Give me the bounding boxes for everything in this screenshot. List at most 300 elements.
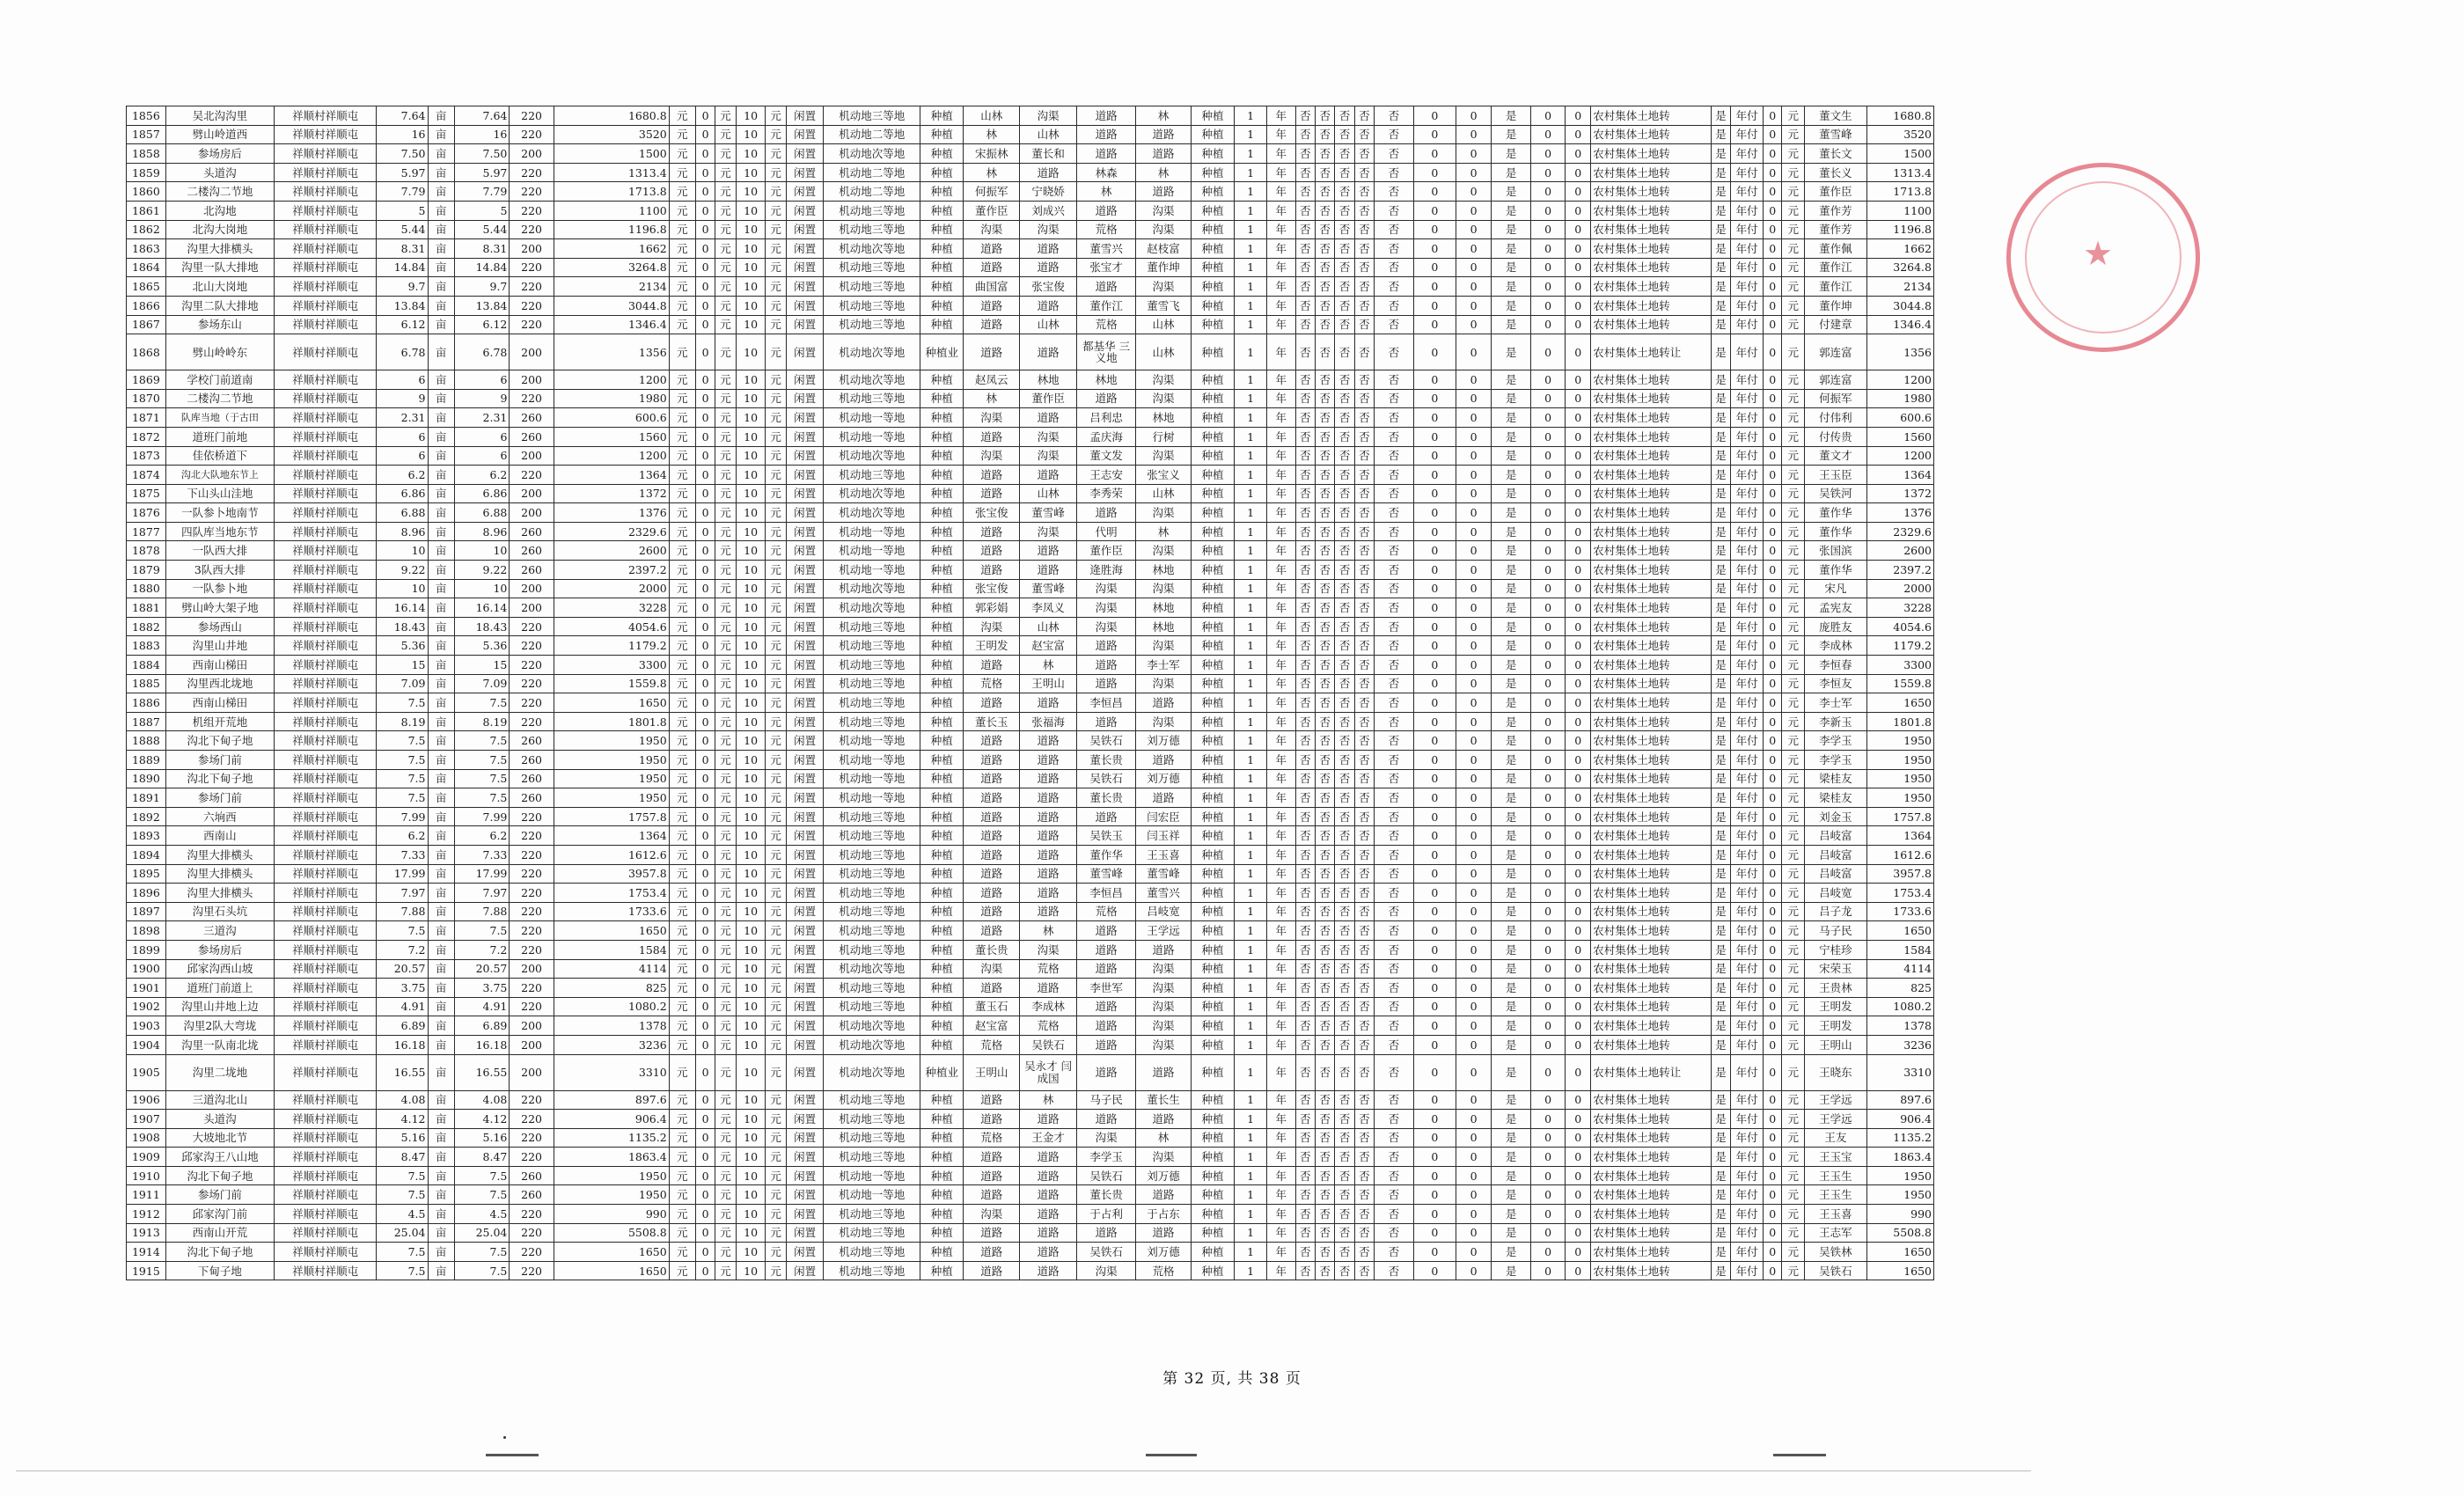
table-cell: 元 xyxy=(715,656,737,675)
table-cell: 0 xyxy=(1764,826,1782,846)
table-cell: 机动地三等地 xyxy=(824,674,920,693)
table-cell: 0 xyxy=(695,1035,715,1054)
table-cell: 3310 xyxy=(554,1054,669,1090)
table-cell: 220 xyxy=(510,315,554,334)
table-cell: 1 xyxy=(1235,220,1267,239)
table-cell: 否 xyxy=(1295,296,1315,315)
table-cell: 闲置 xyxy=(786,144,824,164)
table-cell: 0 xyxy=(1530,106,1565,126)
table-cell: 260 xyxy=(510,769,554,788)
table-cell: 元 xyxy=(766,636,787,656)
table-cell: 1 xyxy=(1235,636,1267,656)
table-cell: 1662 xyxy=(554,239,669,259)
table-cell: 梁桂友 xyxy=(1805,788,1867,808)
table-cell: 0 xyxy=(1566,959,1591,979)
table-cell: 二楼沟二节地 xyxy=(165,389,274,408)
table-cell: 元 xyxy=(669,845,695,864)
table-cell: 7.5 xyxy=(454,769,510,788)
table-cell: 否 xyxy=(1295,959,1315,979)
table-cell: 种植 xyxy=(1191,296,1234,315)
table-cell: 0 xyxy=(1566,389,1591,408)
table-cell: 元 xyxy=(1782,144,1805,164)
table-cell: 否 xyxy=(1315,163,1334,182)
table-row xyxy=(127,636,1934,656)
table-cell: 否 xyxy=(1375,959,1414,979)
table-cell: 否 xyxy=(1315,979,1334,998)
table-cell: 祥顺村祥顺屯 xyxy=(274,656,376,675)
table-cell: 6.86 xyxy=(377,484,428,503)
table-cell: 1 xyxy=(1235,408,1267,428)
table-cell: 是 xyxy=(1492,902,1531,921)
table-cell: 农村集体土地转 xyxy=(1591,277,1712,297)
table-cell: 否 xyxy=(1375,182,1414,202)
table-cell: 荒格 xyxy=(964,1035,1020,1054)
table-cell: 道路 xyxy=(1136,788,1192,808)
table-cell: 元 xyxy=(715,220,737,239)
table-row xyxy=(127,446,1934,466)
table-cell: 0 xyxy=(1530,125,1565,144)
table-cell: 种植 xyxy=(920,845,964,864)
table-cell: 机动地三等地 xyxy=(824,466,920,485)
table-cell: 元 xyxy=(766,296,787,315)
table-cell: 年付 xyxy=(1731,370,1764,390)
table-cell: 元 xyxy=(715,408,737,428)
table-cell: 北沟大岗地 xyxy=(165,220,274,239)
table-cell: 否 xyxy=(1335,466,1354,485)
table-cell: 机动地次等地 xyxy=(824,446,920,466)
table-cell: 吕利忠 xyxy=(1077,408,1136,428)
table-cell: 沟里大排横头 xyxy=(165,845,274,864)
table-cell: 0 xyxy=(1530,277,1565,297)
table-cell: 元 xyxy=(669,125,695,144)
table-cell: 1346.4 xyxy=(1866,315,1933,334)
table-cell: 0 xyxy=(695,979,715,998)
table-cell: 元 xyxy=(715,674,737,693)
table-cell: 元 xyxy=(1782,579,1805,598)
table-cell: 道路 xyxy=(1020,1110,1077,1129)
table-cell: 于占东 xyxy=(1136,1205,1192,1224)
table-cell: 5.36 xyxy=(454,636,510,656)
table-cell: 吕岐宽 xyxy=(1136,902,1192,921)
table-cell: 王玉宝 xyxy=(1805,1148,1867,1167)
table-cell: 元 xyxy=(766,1110,787,1129)
table-cell: 0 xyxy=(1413,277,1456,297)
table-cell: 机动地三等地 xyxy=(824,1243,920,1262)
table-cell: 1874 xyxy=(127,466,166,485)
table-cell: 0 xyxy=(1764,106,1782,126)
table-cell: 农村集体土地转让 xyxy=(1591,334,1712,370)
table-cell: 元 xyxy=(669,106,695,126)
table-cell: 祥顺村祥顺屯 xyxy=(274,561,376,580)
table-cell: 0 xyxy=(1530,1223,1565,1243)
table-cell: 0 xyxy=(1456,163,1491,182)
table-cell: 1733.6 xyxy=(554,902,669,921)
table-cell: 4.08 xyxy=(454,1090,510,1110)
table-cell: 年付 xyxy=(1731,1035,1764,1054)
table-cell: 董雪峰 xyxy=(1805,125,1867,144)
table-cell: 10 xyxy=(736,541,766,561)
table-cell: 否 xyxy=(1375,466,1414,485)
table-cell: 0 xyxy=(695,446,715,466)
table-cell: 220 xyxy=(510,636,554,656)
table-cell: 否 xyxy=(1375,1261,1414,1280)
table-cell: 6 xyxy=(377,446,428,466)
table-cell: 0 xyxy=(1456,788,1491,808)
table-cell: 机动地三等地 xyxy=(824,921,920,941)
table-cell: 元 xyxy=(1782,1110,1805,1129)
table-cell: 200 xyxy=(510,370,554,390)
table-cell: 0 xyxy=(1413,693,1456,713)
table-cell: 200 xyxy=(510,503,554,523)
table-cell: 元 xyxy=(669,163,695,182)
table-cell: 0 xyxy=(1764,201,1782,220)
table-cell: 0 xyxy=(1530,579,1565,598)
table-cell: 1378 xyxy=(554,1016,669,1036)
table-row xyxy=(127,959,1934,979)
table-cell: 否 xyxy=(1295,258,1315,277)
table-cell: 李学玉 xyxy=(1805,731,1867,751)
table-cell: 种植 xyxy=(920,807,964,826)
table-cell: 否 xyxy=(1375,408,1414,428)
table-cell: 否 xyxy=(1335,427,1354,446)
table-cell: 赵宝富 xyxy=(964,1016,1020,1036)
table-cell: 年 xyxy=(1267,1110,1295,1129)
table-cell: 闲置 xyxy=(786,712,824,731)
table-cell: 1878 xyxy=(127,541,166,561)
table-cell: 否 xyxy=(1375,389,1414,408)
table-cell: 亩 xyxy=(428,788,454,808)
table-cell: 10 xyxy=(736,408,766,428)
official-seal-stamp xyxy=(2006,163,2200,352)
table-cell: 否 xyxy=(1295,997,1315,1016)
table-row xyxy=(127,1016,1934,1036)
table-cell: 否 xyxy=(1375,125,1414,144)
table-cell: 道路 xyxy=(964,1148,1020,1167)
table-cell: 260 xyxy=(510,427,554,446)
table-cell: 元 xyxy=(766,503,787,523)
table-cell: 0 xyxy=(1456,712,1491,731)
table-cell: 8.96 xyxy=(454,522,510,541)
table-cell: 5.36 xyxy=(377,636,428,656)
table-cell: 道路 xyxy=(964,1166,1020,1185)
table-cell: 220 xyxy=(510,258,554,277)
table-cell: 7.09 xyxy=(454,674,510,693)
table-cell: 3044.8 xyxy=(554,296,669,315)
table-cell: 10 xyxy=(736,674,766,693)
table-cell: 6 xyxy=(454,446,510,466)
table-cell: 王明发 xyxy=(1805,1016,1867,1036)
table-cell: 山林 xyxy=(1020,315,1077,334)
table-cell: 0 xyxy=(695,466,715,485)
table-cell: 付伟利 xyxy=(1805,408,1867,428)
table-cell: 0 xyxy=(1413,940,1456,959)
table-cell: 否 xyxy=(1335,1185,1354,1205)
table-cell: 元 xyxy=(669,522,695,541)
table-cell: 7.5 xyxy=(454,1185,510,1205)
table-cell: 1902 xyxy=(127,997,166,1016)
table-cell: 年 xyxy=(1267,674,1295,693)
table-cell: 年 xyxy=(1267,315,1295,334)
table-cell: 否 xyxy=(1354,258,1374,277)
table-cell: 0 xyxy=(1413,1243,1456,1262)
table-cell: 0 xyxy=(1566,788,1591,808)
table-cell: 4114 xyxy=(554,959,669,979)
table-cell: 否 xyxy=(1315,1185,1334,1205)
table-cell: 闲置 xyxy=(786,201,824,220)
table-cell: 元 xyxy=(766,541,787,561)
table-cell: 0 xyxy=(1566,979,1591,998)
table-cell: 道路 xyxy=(1136,182,1192,202)
table-cell: 0 xyxy=(1566,845,1591,864)
table-cell: 10 xyxy=(736,239,766,259)
table-cell: 0 xyxy=(1530,201,1565,220)
table-cell: 是 xyxy=(1492,106,1531,126)
table-cell: 否 xyxy=(1375,997,1414,1016)
table-cell: 0 xyxy=(1456,408,1491,428)
table-cell: 元 xyxy=(1782,979,1805,998)
table-cell: 董雪飞 xyxy=(1136,296,1192,315)
table-cell: 农村集体土地转 xyxy=(1591,769,1712,788)
table-cell: 906.4 xyxy=(1866,1110,1933,1129)
table-cell: 机动地次等地 xyxy=(824,598,920,618)
table-cell: 0 xyxy=(1764,807,1782,826)
table-cell: 一队西大排 xyxy=(165,541,274,561)
table-cell: 否 xyxy=(1375,484,1414,503)
table-cell: 1 xyxy=(1235,503,1267,523)
table-cell: 0 xyxy=(1530,1035,1565,1054)
table-cell: 否 xyxy=(1295,144,1315,164)
table-cell: 1889 xyxy=(127,751,166,770)
table-cell: 0 xyxy=(1530,826,1565,846)
table-cell: 0 xyxy=(695,484,715,503)
table-cell: 5508.8 xyxy=(1866,1223,1933,1243)
table-cell: 0 xyxy=(695,1205,715,1224)
table-cell: 农村集体土地转 xyxy=(1591,751,1712,770)
table-cell: 0 xyxy=(1456,315,1491,334)
table-cell: 亩 xyxy=(428,826,454,846)
table-cell: 张宝俊 xyxy=(1020,277,1077,297)
table-cell: 行树 xyxy=(1136,427,1192,446)
table-cell: 0 xyxy=(1456,693,1491,713)
table-cell: 年 xyxy=(1267,884,1295,903)
table-cell: 种植 xyxy=(920,258,964,277)
table-cell: 亩 xyxy=(428,427,454,446)
table-cell: 7.79 xyxy=(454,182,510,202)
table-cell: 否 xyxy=(1315,1223,1334,1243)
table-cell: 元 xyxy=(1782,541,1805,561)
table-cell: 否 xyxy=(1315,712,1334,731)
table-cell: 元 xyxy=(715,1205,737,1224)
table-cell: 付传贵 xyxy=(1805,427,1867,446)
table-cell: 否 xyxy=(1354,864,1374,884)
table-cell: 董作臣 xyxy=(1805,182,1867,202)
table-cell: 0 xyxy=(1566,239,1591,259)
table-cell: 否 xyxy=(1375,446,1414,466)
table-cell: 宁晓娇 xyxy=(1020,182,1077,202)
table-cell: 亩 xyxy=(428,201,454,220)
table-cell: 机动地三等地 xyxy=(824,1205,920,1224)
table-cell: 种植 xyxy=(920,693,964,713)
table-cell: 0 xyxy=(1530,959,1565,979)
table-cell: 李恒昌 xyxy=(1077,884,1136,903)
table-cell: 否 xyxy=(1375,769,1414,788)
table-cell: 否 xyxy=(1315,921,1334,941)
table-cell: 道路 xyxy=(964,921,1020,941)
table-cell: 0 xyxy=(1530,712,1565,731)
table-cell: 年付 xyxy=(1731,239,1764,259)
table-row xyxy=(127,239,1934,259)
table-cell: 元 xyxy=(766,864,787,884)
table-cell: 0 xyxy=(1456,201,1491,220)
table-cell: 是 xyxy=(1711,125,1730,144)
table-cell: 沟渠 xyxy=(1136,1035,1192,1054)
table-cell: 0 xyxy=(1456,1110,1491,1129)
table-cell: 元 xyxy=(766,1148,787,1167)
table-cell: 220 xyxy=(510,296,554,315)
table-cell: 是 xyxy=(1492,636,1531,656)
table-cell: 山林 xyxy=(1136,315,1192,334)
table-cell: 10 xyxy=(736,1166,766,1185)
table-cell: 7.5 xyxy=(454,731,510,751)
table-cell: 1881 xyxy=(127,598,166,618)
table-cell: 年付 xyxy=(1731,408,1764,428)
table-cell: 农村集体土地转 xyxy=(1591,446,1712,466)
table-cell: 否 xyxy=(1315,466,1334,485)
table-cell: 18.43 xyxy=(377,617,428,636)
table-cell: 0 xyxy=(1764,541,1782,561)
table-cell: 0 xyxy=(1413,1223,1456,1243)
table-cell: 沟渠 xyxy=(1136,446,1192,466)
table-cell: 1896 xyxy=(127,884,166,903)
table-cell: 种植 xyxy=(920,541,964,561)
table-cell: 年 xyxy=(1267,389,1295,408)
table-cell: 1 xyxy=(1235,1035,1267,1054)
table-cell: 是 xyxy=(1492,446,1531,466)
table-cell: 闲置 xyxy=(786,427,824,446)
table-cell: 0 xyxy=(695,1261,715,1280)
table-cell: 1894 xyxy=(127,845,166,864)
table-cell: 是 xyxy=(1492,1243,1531,1262)
table-cell: 种植 xyxy=(1191,201,1234,220)
table-cell: 道路 xyxy=(1077,503,1136,523)
table-cell: 张宝俊 xyxy=(964,503,1020,523)
table-cell: 闲置 xyxy=(786,1035,824,1054)
table-cell: 都基华 三义地 xyxy=(1077,334,1136,370)
table-cell: 0 xyxy=(1566,370,1591,390)
table-cell: 机动地三等地 xyxy=(824,389,920,408)
table-cell: 0 xyxy=(695,315,715,334)
table-cell: 1904 xyxy=(127,1035,166,1054)
table-cell: 是 xyxy=(1492,125,1531,144)
table-cell: 0 xyxy=(1413,751,1456,770)
table-cell: 亩 xyxy=(428,541,454,561)
table-cell: 否 xyxy=(1315,561,1334,580)
table-cell: 是 xyxy=(1711,220,1730,239)
table-cell: 宋振林 xyxy=(964,144,1020,164)
table-cell: 沟渠 xyxy=(964,220,1020,239)
table-cell: 于占利 xyxy=(1077,1205,1136,1224)
table-cell: 8.31 xyxy=(377,239,428,259)
table-cell: 吴永才 闫成国 xyxy=(1020,1054,1077,1090)
table-cell: 董长生 xyxy=(1136,1090,1192,1110)
table-cell: 15 xyxy=(454,656,510,675)
table-cell: 元 xyxy=(766,389,787,408)
table-cell: 祥顺村祥顺屯 xyxy=(274,277,376,297)
table-cell: 否 xyxy=(1335,731,1354,751)
table-cell: 王玉喜 xyxy=(1136,845,1192,864)
table-cell: 种植 xyxy=(1191,884,1234,903)
table-cell: 闲置 xyxy=(786,788,824,808)
table-row xyxy=(127,1205,1934,1224)
table-cell: 10 xyxy=(736,334,766,370)
table-cell: 1879 xyxy=(127,561,166,580)
table-cell: 元 xyxy=(669,636,695,656)
table-cell: 元 xyxy=(715,769,737,788)
table-cell: 990 xyxy=(1866,1205,1933,1224)
table-cell: 否 xyxy=(1295,693,1315,713)
table-cell: 亩 xyxy=(428,1110,454,1129)
table-row xyxy=(127,845,1934,864)
table-cell: 4054.6 xyxy=(554,617,669,636)
table-cell: 董长文 xyxy=(1805,144,1867,164)
table-cell: 农村集体土地转 xyxy=(1591,997,1712,1016)
table-cell: 3264.8 xyxy=(1866,258,1933,277)
table-cell: 10 xyxy=(736,503,766,523)
table-cell: 是 xyxy=(1711,144,1730,164)
table-cell: 否 xyxy=(1315,884,1334,903)
table-cell: 祥顺村祥顺屯 xyxy=(274,389,376,408)
table-cell: 刘金玉 xyxy=(1805,807,1867,826)
table-cell: 0 xyxy=(1456,921,1491,941)
table-cell: 0 xyxy=(1530,503,1565,523)
table-cell: 1364 xyxy=(1866,826,1933,846)
table-cell: 种植 xyxy=(920,884,964,903)
table-cell: 7.5 xyxy=(377,1261,428,1280)
table-cell: 3236 xyxy=(554,1035,669,1054)
table-cell: 亩 xyxy=(428,579,454,598)
table-cell: 0 xyxy=(1456,959,1491,979)
table-cell: 是 xyxy=(1492,1223,1531,1243)
table-cell: 0 xyxy=(695,258,715,277)
table-cell: 0 xyxy=(695,1110,715,1129)
table-cell: 否 xyxy=(1295,579,1315,598)
table-cell: 王明山 xyxy=(1805,1035,1867,1054)
table-cell: 沟渠 xyxy=(1136,277,1192,297)
table-cell: 农村集体土地转 xyxy=(1591,106,1712,126)
table-cell: 元 xyxy=(1782,598,1805,618)
table-cell: 220 xyxy=(510,826,554,846)
table-cell: 1897 xyxy=(127,902,166,921)
table-cell: 沟渠 xyxy=(1020,940,1077,959)
table-cell: 元 xyxy=(715,125,737,144)
table-cell: 2397.2 xyxy=(1866,561,1933,580)
table-cell: 8.19 xyxy=(454,712,510,731)
table-cell: 9.7 xyxy=(454,277,510,297)
table-cell: 13.84 xyxy=(454,296,510,315)
table-cell: 否 xyxy=(1354,541,1374,561)
table-cell: 元 xyxy=(1782,769,1805,788)
table-cell: 10 xyxy=(454,579,510,598)
table-cell: 张福海 xyxy=(1020,712,1077,731)
table-cell: 0 xyxy=(1530,446,1565,466)
table-cell: 否 xyxy=(1354,617,1374,636)
table-cell: 大坡地北节 xyxy=(165,1128,274,1148)
table-cell: 1196.8 xyxy=(1866,220,1933,239)
table-cell: 元 xyxy=(1782,334,1805,370)
table-cell: 元 xyxy=(1782,163,1805,182)
table-cell: 年 xyxy=(1267,220,1295,239)
table-cell: 220 xyxy=(510,997,554,1016)
